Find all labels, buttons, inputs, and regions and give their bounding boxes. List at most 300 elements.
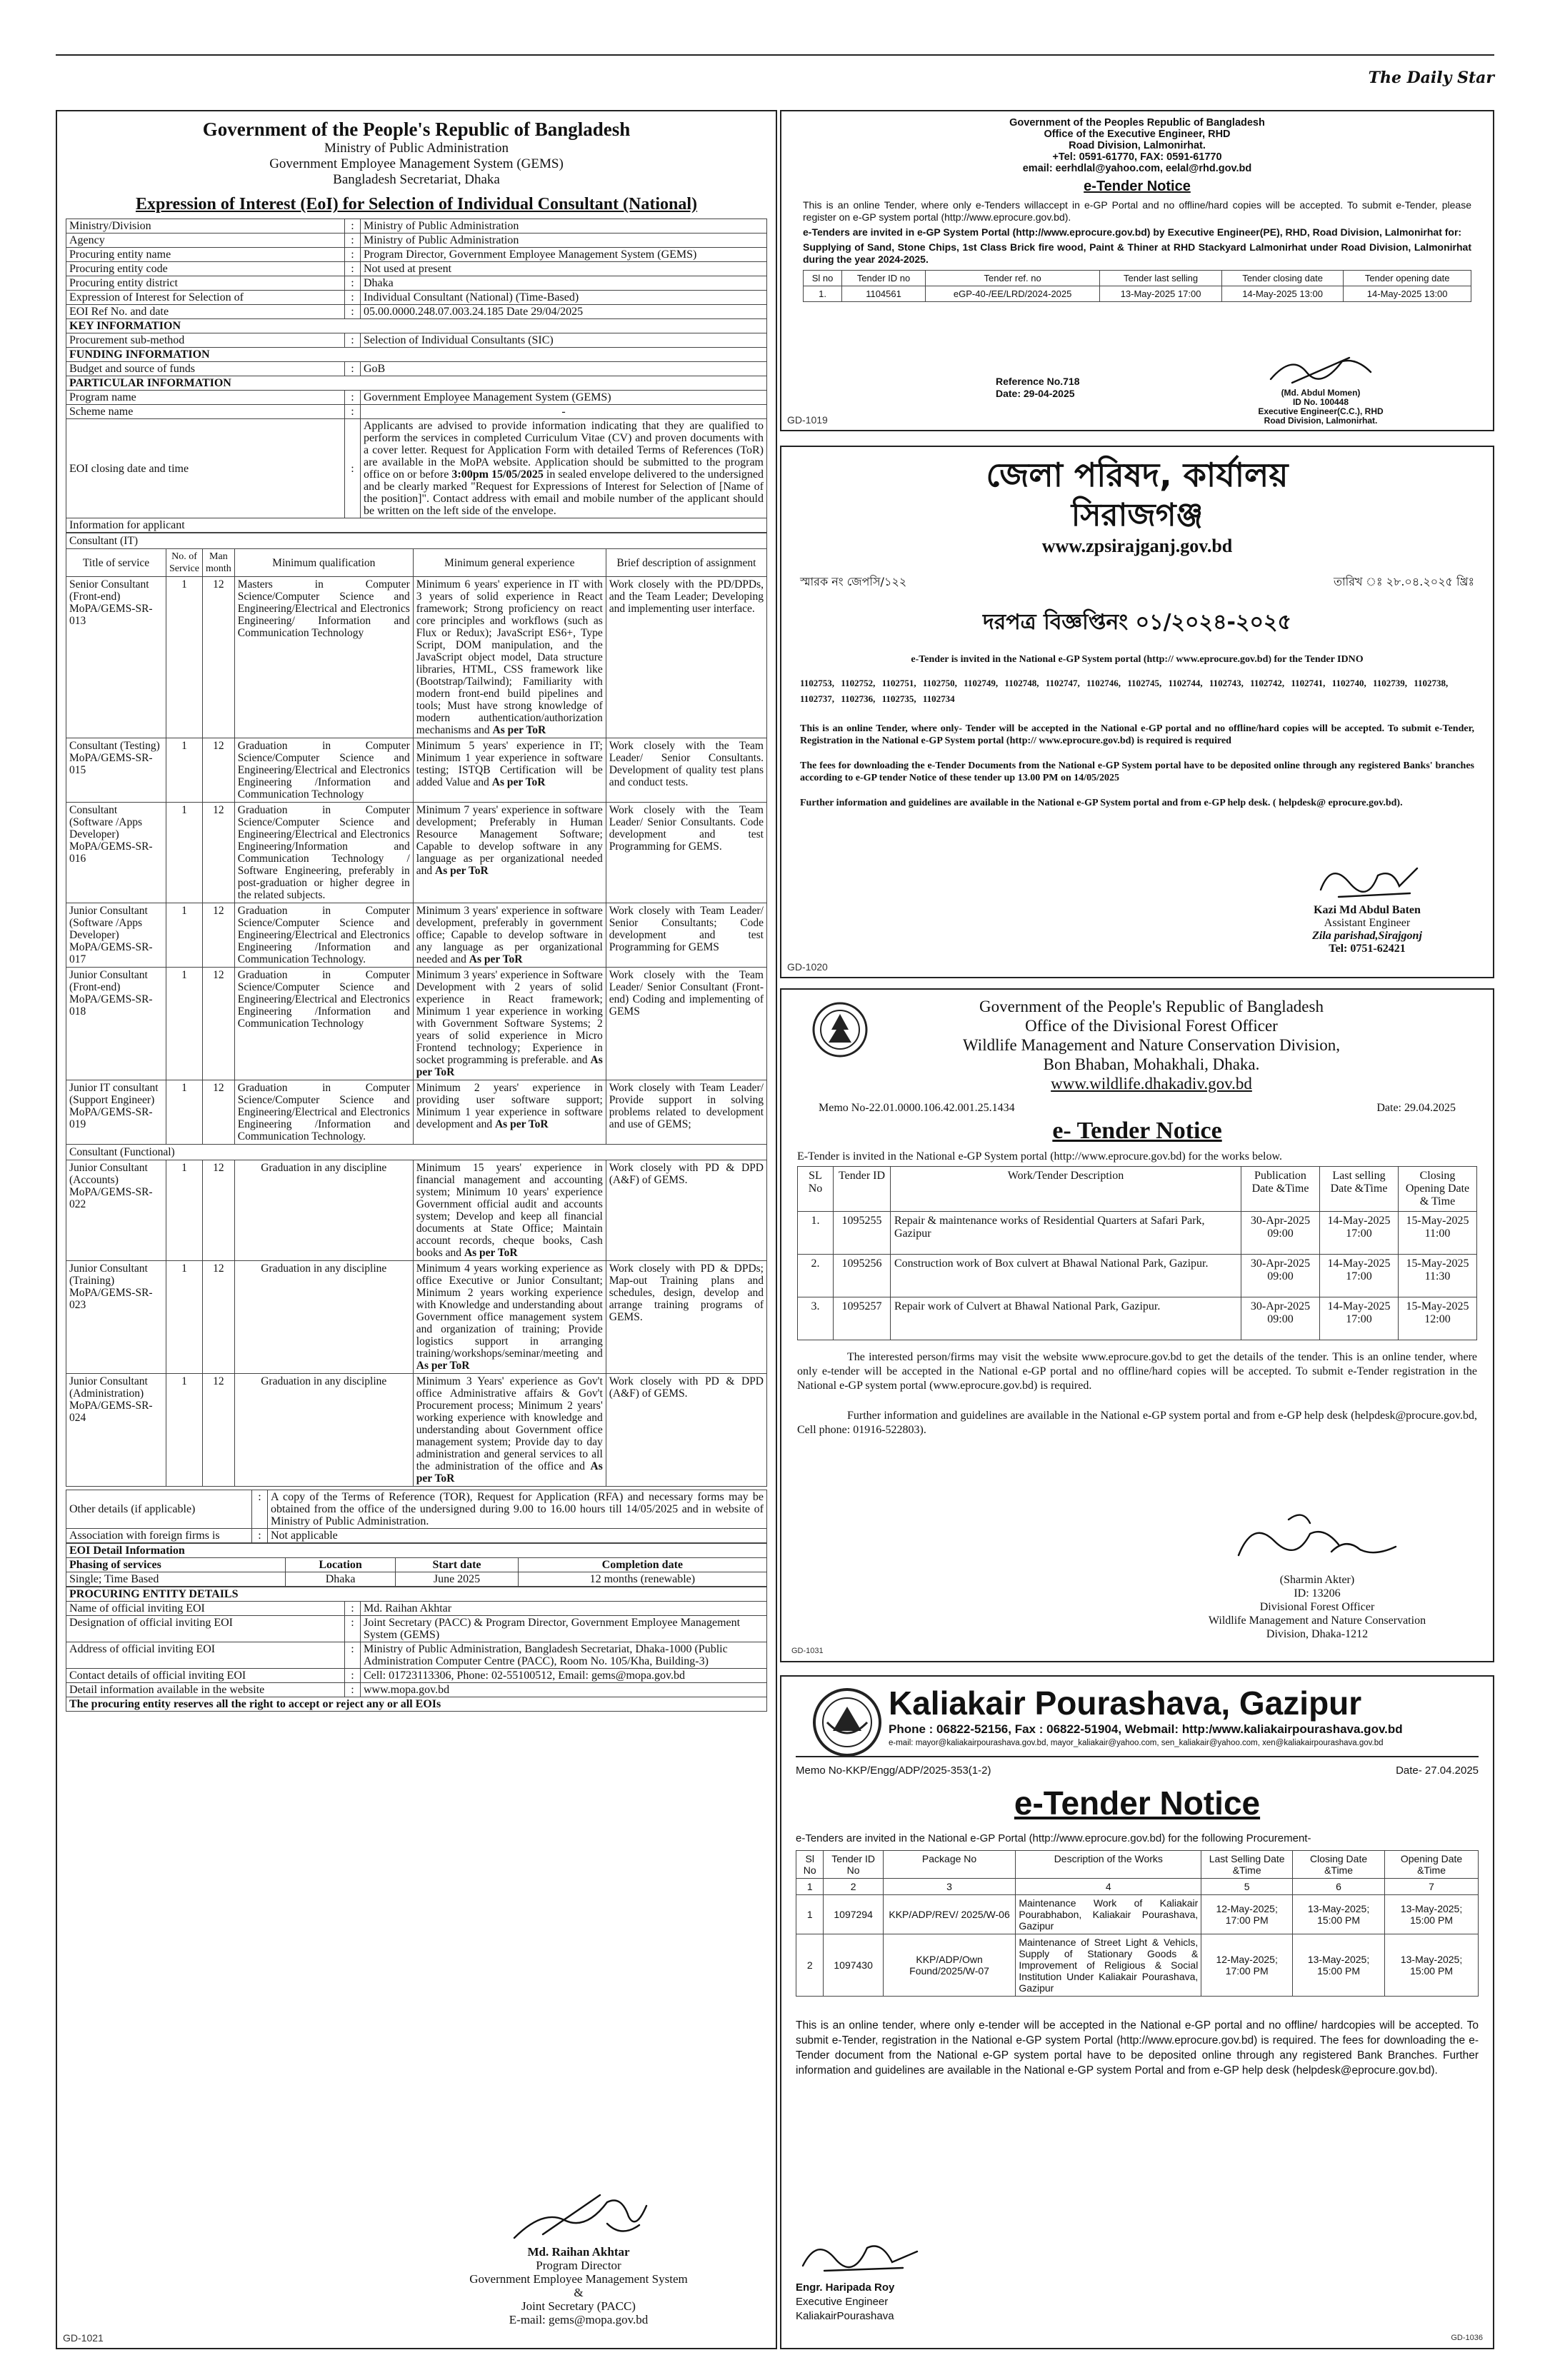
- rhd-header-line: Government of the Peoples Republic of Bangladesh: [1009, 117, 1265, 129]
- kaliakair-cell: Maintenance Work of Kaliakair Pourabhabon, Kaliakair Pourashava, Gazipur: [1016, 1895, 1201, 1934]
- eoi-other-table: Other details (if applicable) : A copy of the Terms of Reference (TOR), Request for Application (RFA) and necessary forms may be obtained from the office of the undersigned during 9.00 to 16.00 hours till 14/05/2025 and in website of Ministry of Public Administration. Association with foreign firms is : Not applicable: [66, 1490, 767, 1543]
- rhd-cell: 1104561: [842, 286, 926, 302]
- service-no: 1: [166, 903, 203, 968]
- forest-intro: E-Tender is invited in the National e-GP System portal (http://www.eprocure.gov.bd) for the works below.: [797, 1150, 1283, 1163]
- service-row: [66, 1374, 767, 1487]
- kv-key: Other details (if applicable): [66, 1490, 252, 1529]
- kaliakair-col-header: Description of the Works: [1016, 1851, 1201, 1879]
- rhd-col-header: Sl no: [804, 271, 842, 286]
- kv-key: Ministry/Division: [66, 219, 345, 234]
- forest-col-header: Tender ID: [834, 1167, 891, 1212]
- rhd-tender-ad: [780, 110, 1494, 431]
- kv-key: EOI Ref No. and date: [66, 305, 345, 319]
- forest-cell: 1095257: [834, 1297, 891, 1340]
- service-title: Senior Consultant (Front-end) MoPA/GEMS-SR-013: [66, 577, 166, 738]
- service-brief: Work closely with PD & DPDs; Map-out Training plans and schedules, design, develop and arrange training programs of GEMS.: [606, 1261, 766, 1374]
- col-brief: Brief description of assignment: [606, 549, 766, 577]
- eoi-advertisement: [56, 110, 777, 2349]
- col-title: Title of service: [66, 549, 166, 577]
- forest-title: e- Tender Notice: [1052, 1118, 1222, 1144]
- eoi-secretariat: Bangladesh Secretariat, Dhaka: [333, 172, 500, 187]
- newspaper-masthead: The Daily Star: [1368, 69, 1494, 87]
- forest-sig-line: Division, Dhaka-1212: [1266, 1628, 1369, 1640]
- kaliakair-memo: Memo No-KKP/Engg/ADP/2025-353(1-2): [796, 1764, 991, 1777]
- top-rule: [56, 54, 1494, 56]
- kv-colon: :: [345, 219, 361, 234]
- eoi-gems: Government Employee Management System (GEMS): [269, 156, 564, 171]
- col-no: No. of Service: [166, 549, 203, 577]
- signature-image: [796, 2226, 924, 2276]
- forest-cell: 15-May-2025 12:00: [1399, 1297, 1477, 1340]
- kv-key: Detail information available in the website: [66, 1683, 345, 1697]
- forest-cell: 1.: [798, 1212, 834, 1255]
- service-man-month: 12: [202, 968, 234, 1080]
- phase-cell: June 2025: [396, 1572, 518, 1587]
- signatory-name: Md. Raihan Akhtar: [527, 2245, 630, 2259]
- service-brief: Work closely with PD & DPD (A&F) of GEMS.: [606, 1160, 766, 1261]
- service-brief: Work closely with the Team Leader/ Senior Consultant (Front-end) Coding and implementing of GEMS: [606, 968, 766, 1080]
- rhd-cell: 14-May-2025 13:00: [1344, 286, 1471, 302]
- kaliakair-col-header: Tender ID No: [824, 1851, 883, 1879]
- kaliakair-cell: 2: [796, 1934, 824, 1997]
- kv-row: [66, 219, 767, 234]
- kv-value: A copy of the Terms of Reference (TOR), Request for Application (RFA) and necessary forms may be obtained from the office of the undersigned during 9.00 to 16.00 hours till 14/05/2025 and in website of Ministry of Public Administration.: [268, 1490, 767, 1529]
- kv-key: Name of official inviting EOI: [66, 1602, 345, 1616]
- service-experience: [413, 1374, 606, 1487]
- kaliakair-col-num: 1: [796, 1879, 824, 1895]
- service-man-month: 12: [202, 903, 234, 968]
- forest-dept-logo: [811, 1001, 869, 1058]
- proc-details-heading: PROCURING ENTITY DETAILS: [66, 1587, 767, 1602]
- eoi-funding-info: FUNDING INFORMATION: [66, 348, 767, 362]
- zila-tender-ids: 1102753, 1102752, 1102751, 1102750, 1102749, 1102748, 1102747, 1102746, 1102745, 1102744, 1102743, 1102742, 1102741, 1102740, 1102739, 1102738, 1102737, 1102736, 1102735, 1102734: [800, 678, 1449, 704]
- phase-cell: Dhaka: [285, 1572, 396, 1587]
- kaliakair-para: This is an online tender, where only e-tender will be accepted in the National e-GP portal and no offline/ hardcopies will be accepted. To submit e-Tender, registration in the National e-GP system Portal (http://www.eprocure.gov.bd) is required. The fees for downloading the e-Tender document from the National e-GP system portal have to be deposited online through any registered Bank Branches. Further information and guidelines are available in the National e-GP system Portal and from e-GP help desk (helpdesk@eprocure.gov.bd).: [796, 2019, 1479, 2077]
- exp-as-per-tor: As per ToR: [416, 1054, 603, 1078]
- phase-cell: Single; Time Based: [66, 1572, 286, 1587]
- eoi-gov-title: Government of the People's Republic of Bangladesh: [202, 119, 631, 140]
- rhd-col-header: Tender ref. no: [925, 271, 1099, 286]
- kaliakair-header: [889, 1684, 1479, 1747]
- eoi-ministry: Ministry of Public Administration: [324, 141, 509, 156]
- exp-text: Minimum 5 years' experience in IT; Minimum 1 year experience in software testing; ISTQB Certification will be added Value and: [416, 740, 603, 788]
- phase-header: Start date: [396, 1558, 518, 1572]
- rhd-sig-name: (Md. Abdul Momen): [1281, 388, 1361, 398]
- exp-as-per-tor: As per ToR: [435, 865, 489, 877]
- service-no: 1: [166, 1374, 203, 1487]
- rhd-sig-line: ID No. 100448: [1292, 397, 1349, 407]
- rhd-ref: [996, 376, 1080, 400]
- forest-cell: 30-Apr-2025 09:00: [1241, 1297, 1320, 1340]
- kaliakair-cell: Maintenance of Street Light & Vehicls, Supply of Stationary Goods & Improvement of Religious & Social Institution Under Kaliakair Pourashava, Gazipur: [1016, 1934, 1201, 1997]
- eoi-info-table: Ministry/Division : Ministry of Public Administration Agency : Ministry of Public Administration Procuring entity name : Program Director, Government Employee Management System (GEMS) Procuring entity code : Not used at present Procuring entity district : Dhaka Expression of Interest for Selection of : Individual Consultant (National) (Time-Based) EOI Ref No. and date : 05.00.0000.248.07.003.24.185 Date 29/04/2025 KEY INFORMATION Procurement sub-method : Selection of Individual Consultants (SIC) FUNDING INFORMATION Budget and source of funds : GoB PARTICULAR INFORMATION Program name : Government Employee Management System (GEMS) Scheme name : - EOI closing date and time : Applicants are advised to provide information indicating that they are qualified to perform the services in completed Curriculum Vitae (CV) and proven documents with a cover letter. Request for Application Form with detailed Terms of References (ToR) are available in the MoPA website. Application should be submitted to the program office on or before 3:00pm 15/05/2025 in sealed envelope delivered to the undersigned and be clearly marked "Request for Expressions of Interest for Selection of [Name of the position]". Contact address with email and mobile number of the applicant should be written on the left side of the envelope. Information for applicant: [66, 219, 767, 533]
- kv-value: Individual Consultant (National) (Time-Based): [361, 291, 767, 305]
- gd-code: GD-1031: [791, 1647, 824, 1655]
- kv-value: Ministry of Public Administration, Bangladesh Secretariat, Dhaka-1000 (Public Administration Computer Centre (PACC), Room No. 105/Kha, Building-3): [361, 1642, 767, 1669]
- consultant-it-heading: Consultant (IT): [66, 533, 767, 549]
- kaliakair-col-num: 6: [1293, 1879, 1385, 1895]
- service-title: Junior Consultant (Accounts) MoPA/GEMS-SR-022: [66, 1160, 166, 1261]
- zila-sig-line: Zila parishad,Sirajgonj: [1312, 930, 1422, 942]
- kv-value: Joint Secretary (PACC) & Program Director, Government Employee Management System (GEMS): [361, 1616, 767, 1642]
- forest-cell: 3.: [798, 1297, 834, 1340]
- rhd-signature-block: [1239, 351, 1403, 426]
- service-row: [66, 803, 767, 903]
- forest-header-line: Government of the People's Republic of Bangladesh: [979, 998, 1324, 1015]
- service-qualification: Graduation in any discipline: [234, 1261, 413, 1374]
- eoi-closing-text: Applicants are advised to provide information indicating that they are qualified to perform the services in completed Curriculum Vitae (CV) and proven documents with a cover letter. Request for Application Form with detailed Terms of References (ToR) are available in the MoPA website. Application should be submitted to the program office on or before 3:00pm 15/05/2025 in sealed envelope delivered to the undersigned and be clearly marked "Request for Expressions of Interest for Selection of [Name of the position]". Contact address with email and mobile number of the applicant should be written on the left side of the envelope.: [361, 419, 767, 518]
- kaliakair-tender-table: [796, 1850, 1479, 1997]
- consultant-func-heading: Consultant (Functional): [66, 1145, 767, 1160]
- service-brief: Work closely with Team Leader/ Senior Consultants; Code development and test Programming for GEMS: [606, 903, 766, 968]
- eoi-services-table: [66, 533, 767, 1487]
- forest-tender-ad: [780, 988, 1494, 1662]
- rhd-tender-table: [803, 270, 1471, 302]
- kv-value: Not applicable: [268, 1529, 767, 1543]
- forest-col-header: Closing Opening Date & Time: [1399, 1167, 1477, 1212]
- kaliakair-cell: 12-May-2025; 17:00 PM: [1201, 1895, 1293, 1934]
- service-no: 1: [166, 1261, 203, 1374]
- kaliakair-row: [796, 1934, 1479, 1997]
- zila-title-1: জেলা পরিষদ, কার্যালয়: [986, 456, 1289, 494]
- kaliakair-cell: 1097430: [824, 1934, 883, 1997]
- forest-header: [797, 997, 1477, 1093]
- forest-cell: 2.: [798, 1255, 834, 1297]
- rhd-cell: 13-May-2025 17:00: [1100, 286, 1222, 302]
- forest-cell: Construction work of Box culvert at Bhawal National Park, Gazipur.: [891, 1255, 1241, 1297]
- service-title: Junior Consultant (Front-end) MoPA/GEMS-SR-018: [66, 968, 166, 1080]
- kv-row: [66, 305, 767, 319]
- forest-cell: 15-May-2025 11:30: [1399, 1255, 1477, 1297]
- service-qualification: Graduation in any discipline: [234, 1160, 413, 1261]
- kv-key: Program name: [66, 391, 345, 405]
- kv-key: Address of official inviting EOI: [66, 1642, 345, 1669]
- zila-memo: স্মারক নং জেপসি/১২২: [800, 575, 907, 588]
- forest-sig-line: Divisional Forest Officer: [1259, 1601, 1375, 1613]
- service-brief: Work closely with the PD/DPDs, and the Team Leader; Developing and implementing user interface.: [606, 577, 766, 738]
- rhd-para-3: Supplying of Sand, Stone Chips, 1st Class Brick fire wood, Paint & Thiner at RHD Stackyard Lalmonirhat under Road Division, Lalmonirhat during the year 2024-2025.: [803, 241, 1471, 265]
- kaliakair-sig-line: KaliakairPourashava: [796, 2310, 894, 2322]
- kv-key: Agency: [66, 234, 345, 248]
- eoi-detail-heading: EOI Detail Information: [66, 1544, 767, 1558]
- service-qualification: Graduation in any discipline: [234, 1374, 413, 1487]
- eoi-phase-table: [66, 1543, 767, 1587]
- service-man-month: 12: [202, 1374, 234, 1487]
- zila-para-3: The fees for downloading the e-Tender Documents from the National e-GP System portal have to be deposited online through any registered Banks' branches according to e-GP tender Notice of these tender up 13.00 PM on 14/05/2025: [800, 760, 1474, 783]
- phase-header: Completion date: [518, 1558, 766, 1572]
- service-brief: Work closely with PD & DPD (A&F) of GEMS.: [606, 1374, 766, 1487]
- service-brief: Work closely with the Team Leader/ Senior Consultants. Development of quality test plans and conduct tests.: [606, 738, 766, 803]
- exp-text: Minimum 6 years' experience in IT with 3 years of solid experience in React framework; Strong proficiency on react core principles and workflows (such as Flux or Redux); JavaScript ES6+, Type Script, DOM manipulation, and the JavaScript object model, Data structure libraries, HTML, CSS framework like (Bootstrap/Tailwind); Familiarity with modern front-end build pipelines and tools; Must have strong knowledge of modern authentication/authorization mechanisms and: [416, 578, 603, 736]
- eoi-header: [66, 119, 767, 214]
- kaliakair-sig-name: Engr. Haripada Roy: [796, 2281, 895, 2294]
- exp-text: Minimum 3 Years' experience as Gov't office Administrative affairs & Gov't Procurement process; Minimum 2 years' working experience with knowledge and understanding about Government office management system; Provide day to day administration and general services to all the administration of the office and: [416, 1375, 603, 1472]
- zila-parishad-ad: [780, 446, 1494, 978]
- kv-value: Not used at present: [361, 262, 767, 276]
- kv-value: Program Director, Government Employee Management System (GEMS): [361, 248, 767, 262]
- exp-text: Minimum 7 years' experience in software development; Preferably in Human Resource Management Software; Capable to develop software in any language as per organizational needed and: [416, 804, 603, 877]
- signatory-line: Joint Secretary (PACC): [521, 2299, 636, 2313]
- col-month: Man month: [202, 549, 234, 577]
- signature-image: [1310, 854, 1424, 900]
- kaliakair-notice-title: e-Tender Notice: [1014, 1784, 1261, 1822]
- kaliakair-col-num: 7: [1385, 1879, 1479, 1895]
- kv-key: EOI closing date and time: [66, 419, 345, 518]
- kv-value: www.mopa.gov.bd: [361, 1683, 767, 1697]
- rhd-col-header: Tender ID no: [842, 271, 926, 286]
- service-row: [66, 577, 767, 738]
- exp-as-per-tor: As per ToR: [491, 776, 546, 788]
- service-row: [66, 1160, 767, 1261]
- rhd-date: Date: 29-04-2025: [996, 388, 1075, 399]
- service-no: 1: [166, 803, 203, 903]
- kv-colon: :: [345, 305, 361, 319]
- kv-row: [66, 262, 767, 276]
- forest-cell: 14-May-2025 17:00: [1320, 1255, 1399, 1297]
- rhd-cell: 14-May-2025 13:00: [1221, 286, 1344, 302]
- kv-colon: :: [345, 291, 361, 305]
- kaliakair-col-header: Opening Date &Time: [1385, 1851, 1479, 1879]
- exp-as-per-tor: As per ToR: [492, 724, 546, 736]
- zila-para-2: This is an online Tender, where only- Tender will be accepted in the National e-GP portal and no offline/hard copies will be accepted. To submit e-Tender, Registration in the National e-GP System portal (http:// www.eprocure.gov.bd) is required is required: [800, 723, 1474, 746]
- kv-key: Expression of Interest for Selection of: [66, 291, 345, 305]
- service-man-month: 12: [202, 1261, 234, 1374]
- forest-cell: 14-May-2025 17:00: [1320, 1212, 1399, 1255]
- kv-value: GoB: [361, 362, 767, 376]
- kv-key: Budget and source of funds: [66, 362, 345, 376]
- kv-key: Contact details of official inviting EOI: [66, 1669, 345, 1683]
- kv-value: Md. Raihan Akhtar: [361, 1602, 767, 1616]
- eoi-particular-info: PARTICULAR INFORMATION: [66, 376, 767, 391]
- kaliakair-cell: 1097294: [824, 1895, 883, 1934]
- eoi-entity-table: PROCURING ENTITY DETAILS Name of official inviting EOI : Md. Raihan Akhtar Designation of official inviting EOI : Joint Secretary (PACC) & Program Director, Government Employee Management System (GEMS) Address of official inviting EOI : Ministry of Public Administration, Bangladesh Secretariat, Dhaka-1000 (Public Administration Computer Centre (PACC), Room No. 105/Kha, Building-3) Contact details of official inviting EOI : Cell: 01723113306, Phone: 02-55100512, Email: gems@mopa.gov.bd Detail information available in the website : www.mopa.gov.bd The procuring entity reserves all the right to accept or reject any or all EOIs: [66, 1587, 767, 1712]
- forest-sig-line: ID: 13206: [1294, 1587, 1341, 1600]
- kv-value: Selection of Individual Consultants (SIC): [361, 333, 767, 348]
- exp-text: Minimum 2 years' experience in providing user software support; Minimum 1 year experience in software development and: [416, 1082, 603, 1130]
- forest-cell: Repair & maintenance works of Residential Quarters at Safari Park, Gazipur: [891, 1212, 1241, 1255]
- zila-memo-row: [800, 573, 1474, 592]
- gd-code: GD-1021: [63, 2332, 104, 2344]
- kaliakair-col-header: Sl No: [796, 1851, 824, 1879]
- kaliakair-cell: 13-May-2025; 15:00 PM: [1293, 1895, 1385, 1934]
- forest-cell: 30-Apr-2025 09:00: [1241, 1255, 1320, 1297]
- rhd-col-header: Tender closing date: [1221, 271, 1344, 286]
- kv-key: Designation of official inviting EOI: [66, 1616, 345, 1642]
- kv-key: Procurement sub-method: [66, 333, 345, 348]
- kv-colon: :: [345, 262, 361, 276]
- kaliakair-cell: 12-May-2025; 17:00 PM: [1201, 1934, 1293, 1997]
- kv-row: [66, 234, 767, 248]
- forest-col-header: SL No: [798, 1167, 834, 1212]
- service-brief: Work closely with the Team Leader/ Senior Consultants. Code development and test Programming for GEMS.: [606, 803, 766, 903]
- kaliakair-col-header: Package No: [883, 1851, 1016, 1879]
- signature-image: [500, 2181, 657, 2245]
- kv-row: [66, 291, 767, 305]
- signatory-line: &: [574, 2286, 584, 2299]
- zila-para-1: e-Tender is invited in the National e-GP System portal (http:// www.eprocure.gov.bd) for the Tender IDNO: [911, 654, 1364, 665]
- kaliakair-cell: 13-May-2025; 15:00 PM: [1385, 1895, 1479, 1934]
- kv-key: Association with foreign firms is: [66, 1529, 252, 1543]
- service-qualification: Graduation in Computer Science/Computer Science and Engineering/Electrical and Electronics Engineering /Information and Communication Technology: [234, 968, 413, 1080]
- gd-code: GD-1036: [1451, 2334, 1483, 2342]
- forest-tender-table: [797, 1166, 1477, 1340]
- service-experience: [413, 1160, 606, 1261]
- kaliakair-row: [796, 1895, 1479, 1934]
- forest-cell: 30-Apr-2025 09:00: [1241, 1212, 1320, 1255]
- forest-col-header: Publication Date &Time: [1241, 1167, 1320, 1212]
- kv-value: Dhaka: [361, 276, 767, 291]
- forest-row: [798, 1255, 1477, 1297]
- service-experience: [413, 1080, 606, 1145]
- kaliakair-col-num: 3: [883, 1879, 1016, 1895]
- forest-signature-block: [1167, 1505, 1467, 1641]
- kv-key: Procuring entity code: [66, 262, 345, 276]
- service-qualification: Masters in Computer Science/Computer Science and Engineering/Electrical and Electronics Engineering/ Information and Communication Technology: [234, 577, 413, 738]
- rhd-para-2: e-Tenders are invited in e-GP System Portal (http://www.eprocure.gov.bd) by Executive Engineer(PE), RHD, Road Division, Lalmonirhat for:: [803, 226, 1462, 238]
- rhd-header-line: +Tel: 0591-61770, FAX: 0591-61770: [1052, 151, 1222, 163]
- service-qualification: Graduation in Computer Science/Computer Science and Engineering/Electrical and Electronics Engineering /Information and Communication Technology.: [234, 1080, 413, 1145]
- service-row: [66, 1080, 767, 1145]
- forest-cell: Repair work of Culvert at Bhawal National Park, Gazipur.: [891, 1297, 1241, 1340]
- forest-sig-name: (Sharmin Akter): [1279, 1574, 1355, 1586]
- kv-row: [66, 276, 767, 291]
- rhd-header: [803, 117, 1471, 174]
- kv-value: Government Employee Management System (GEMS): [361, 391, 767, 405]
- service-man-month: 12: [202, 577, 234, 738]
- service-brief: Work closely with Team Leader/ Provide support in solving problems related to development and use of GEMS;: [606, 1080, 766, 1145]
- service-man-month: 12: [202, 803, 234, 903]
- zila-website: www.zpsirajganj.gov.bd: [1041, 536, 1233, 556]
- service-experience: [413, 803, 606, 903]
- kaliakair-date: Date- 27.04.2025: [1396, 1764, 1479, 1777]
- service-experience: [413, 738, 606, 803]
- service-title: Junior Consultant (Software /Apps Developer) MoPA/GEMS-SR-017: [66, 903, 166, 968]
- rhd-header-line: email: eerhdlal@yahoo.com, eelal@rhd.gov.bd: [1022, 163, 1252, 174]
- eoi-reserve-note: The procuring entity reserves all the right to accept or reject any or all EOIs: [66, 1697, 767, 1712]
- kv-colon: :: [345, 276, 361, 291]
- signatory-email: E-mail: gems@mopa.gov.bd: [509, 2313, 649, 2326]
- forest-para-1: The interested person/firms may visit the website www.eprocure.gov.bd to get the details of the tender. This is an online tender, where only e-tender will be accepted in the National e-GP portal and no offline/hard copies will be accepted. To submit e-Tender registration in the National e-GP system portal (www.eprocure.gov.bd) is required.: [797, 1351, 1477, 1392]
- rhd-sig-line: Road Division, Lalmonirhat.: [1264, 416, 1378, 426]
- forest-website: www.wildlife.dhakadiv.gov.bd: [1051, 1075, 1252, 1093]
- zila-notice-no: দরপত্র বিজ্ঞপ্তিনং ০১/২০২৪-২০২৫: [983, 610, 1291, 635]
- exp-as-per-tor: As per ToR: [464, 1247, 518, 1259]
- forest-memo-row: [797, 1102, 1477, 1115]
- forest-sig-line: Wildlife Management and Nature Conservation: [1208, 1615, 1426, 1627]
- phase-header: Location: [285, 1558, 396, 1572]
- signature-image: [1264, 351, 1378, 386]
- service-experience: [413, 1261, 606, 1374]
- kaliakair-intro: e-Tenders are invited in the National e-GP Portal (http://www.eprocure.gov.bd) for the following Procurement-: [796, 1832, 1311, 1844]
- kaliakair-col-header: Closing Date &Time: [1293, 1851, 1385, 1879]
- rhd-header-line: Road Division, Lalmonirhat.: [1069, 140, 1206, 151]
- service-man-month: 12: [202, 738, 234, 803]
- exp-as-per-tor: As per ToR: [416, 1460, 603, 1485]
- service-row: [66, 738, 767, 803]
- phase-cell: 12 months (renewable): [518, 1572, 766, 1587]
- col-qual: Minimum qualification: [234, 549, 413, 577]
- service-experience: [413, 903, 606, 968]
- zila-title-2: সিরাজগঞ্জ: [1071, 497, 1204, 533]
- rhd-ref-no: Reference No.718: [996, 376, 1080, 387]
- zila-sig-name: Kazi Md Abdul Baten: [1314, 904, 1421, 916]
- rhd-cell: eGP-40-/EE/LRD/2024-2025: [925, 286, 1099, 302]
- rhd-col-header: Tender last selling: [1100, 271, 1222, 286]
- service-no: 1: [166, 968, 203, 1080]
- service-man-month: 12: [202, 1160, 234, 1261]
- gd-code: GD-1020: [787, 961, 828, 973]
- zila-date: তারিখ ঃ ২৮.০৪.২০২৫ খ্রিঃ: [1334, 575, 1474, 588]
- kaliakair-contact: Phone : 06822-52156, Fax : 06822-51904, Webmail: http:/www.kaliakairpourashava.gov.bd: [889, 1722, 1403, 1736]
- rhd-sig-line: Executive Engineer(C.C.), RHD: [1258, 406, 1384, 416]
- forest-header-line: Wildlife Management and Nature Conservation Division,: [963, 1036, 1340, 1054]
- kv-colon: :: [345, 248, 361, 262]
- service-row: [66, 968, 767, 1080]
- service-row: [66, 1261, 767, 1374]
- kv-value: Ministry of Public Administration: [361, 234, 767, 248]
- forest-cell: 14-May-2025 17:00: [1320, 1297, 1399, 1340]
- rhd-header-line: Office of the Executive Engineer, RHD: [1044, 129, 1231, 140]
- forest-cell: 1095256: [834, 1255, 891, 1297]
- zila-signature-block: [1281, 854, 1453, 955]
- gd-code: GD-1019: [787, 414, 828, 426]
- exp-text: Minimum 3 years' experience in software development, preferably in government office; Capable to develop software in any language as per organizational needed and: [416, 905, 603, 965]
- zila-para-4: Further information and guidelines are available in the National e-GP System portal and from e-GP help desk. ( helpdesk@ eprocure.gov.bd).: [800, 798, 1403, 808]
- signatory-line: Program Director: [536, 2259, 621, 2272]
- kaliakair-memo-row: [796, 1764, 1479, 1777]
- service-no: 1: [166, 1160, 203, 1261]
- kaliakair-tender-ad: [780, 1675, 1494, 2349]
- kaliakair-col-num: 2: [824, 1879, 883, 1895]
- kv-value: Ministry of Public Administration: [361, 219, 767, 234]
- kaliakair-col-num: 5: [1201, 1879, 1293, 1895]
- kaliakair-cell: KKP/ADP/Own Found/2025/W-07: [883, 1934, 1016, 1997]
- kaliakair-cell: 13-May-2025; 15:00 PM: [1293, 1934, 1385, 1997]
- service-title: Junior Consultant (Administration) MoPA/GEMS-SR-024: [66, 1374, 166, 1487]
- service-title: Consultant (Software /Apps Developer) MoPA/GEMS-SR-016: [66, 803, 166, 903]
- signatory-line: Government Employee Management System: [469, 2272, 688, 2286]
- kaliakair-cell: 1: [796, 1895, 824, 1934]
- service-qualification: Graduation in Computer Science/Computer Science and Engineering/Electrical and Electronics Engineering /Information and Communication Technology.: [234, 903, 413, 968]
- rhd-col-header: Tender opening date: [1344, 271, 1471, 286]
- eoi-signature-block: [457, 2181, 700, 2326]
- zila-sig-line: Tel: 0751-62421: [1329, 943, 1406, 955]
- forest-col-header: Work/Tender Description: [891, 1167, 1241, 1212]
- exp-as-per-tor: As per ToR: [494, 1118, 549, 1130]
- rhd-cell: 1.: [804, 286, 842, 302]
- service-qualification: Graduation in Computer Science/Computer Science and Engineering/Electrical and Electronics Engineering /Information and Communication Technology: [234, 738, 413, 803]
- forest-para-2: Further information and guidelines are available in the National e-GP system portal and from e-GP help desk (helpdesk@procure.gov.bd, Cell phone: 01916-522803).: [797, 1410, 1477, 1436]
- forest-header-line: Bon Bhaban, Mohakhali, Dhaka.: [1043, 1055, 1260, 1073]
- service-title: Consultant (Testing) MoPA/GEMS-SR-015: [66, 738, 166, 803]
- kaliakair-cell: 13-May-2025; 15:00 PM: [1385, 1934, 1479, 1997]
- service-no: 1: [166, 1080, 203, 1145]
- kv-key: Procuring entity name: [66, 248, 345, 262]
- service-no: 1: [166, 738, 203, 803]
- signature-image: [1224, 1505, 1410, 1570]
- service-qualification: Graduation in Computer Science/Computer Science and Engineering/Electrical and Electronics Engineering/Information and Communication Technology / Software Engineering, preferably in post-graduation or higher degree in the related subjects.: [234, 803, 413, 903]
- service-experience: [413, 577, 606, 738]
- service-no: 1: [166, 577, 203, 738]
- kv-colon: :: [345, 234, 361, 248]
- rhd-para-1: This is an online Tender, where only e-Tenders willaccept in e-GP Portal and no offline/hard copies will be accepted. To submit e-Tender, please register on e-GP system portal (http://www.eprocure.gov.bd).: [803, 199, 1471, 223]
- kv-value: -: [361, 405, 767, 419]
- kaliakair-logo: [811, 1687, 883, 1758]
- exp-text: Minimum 4 years working experience as office Executive or Junior Consultant; Minimum 2 years working experience with Knowledge and understanding about Government office management system and organization of training; Provide logistics support in arranging training/workshops/seminar/meeting and: [416, 1262, 603, 1360]
- exp-text: Minimum 15 years' experience in financial management and accounting system; Minimum 10 years' experience Government official audit and accounts system; Develop and keep all financial documents at State Office; Maintain account records, cheque books, Cash books and: [416, 1162, 603, 1259]
- service-title: Junior IT consultant (Support Engineer) MoPA/GEMS-SR-019: [66, 1080, 166, 1145]
- service-man-month: 12: [202, 1080, 234, 1145]
